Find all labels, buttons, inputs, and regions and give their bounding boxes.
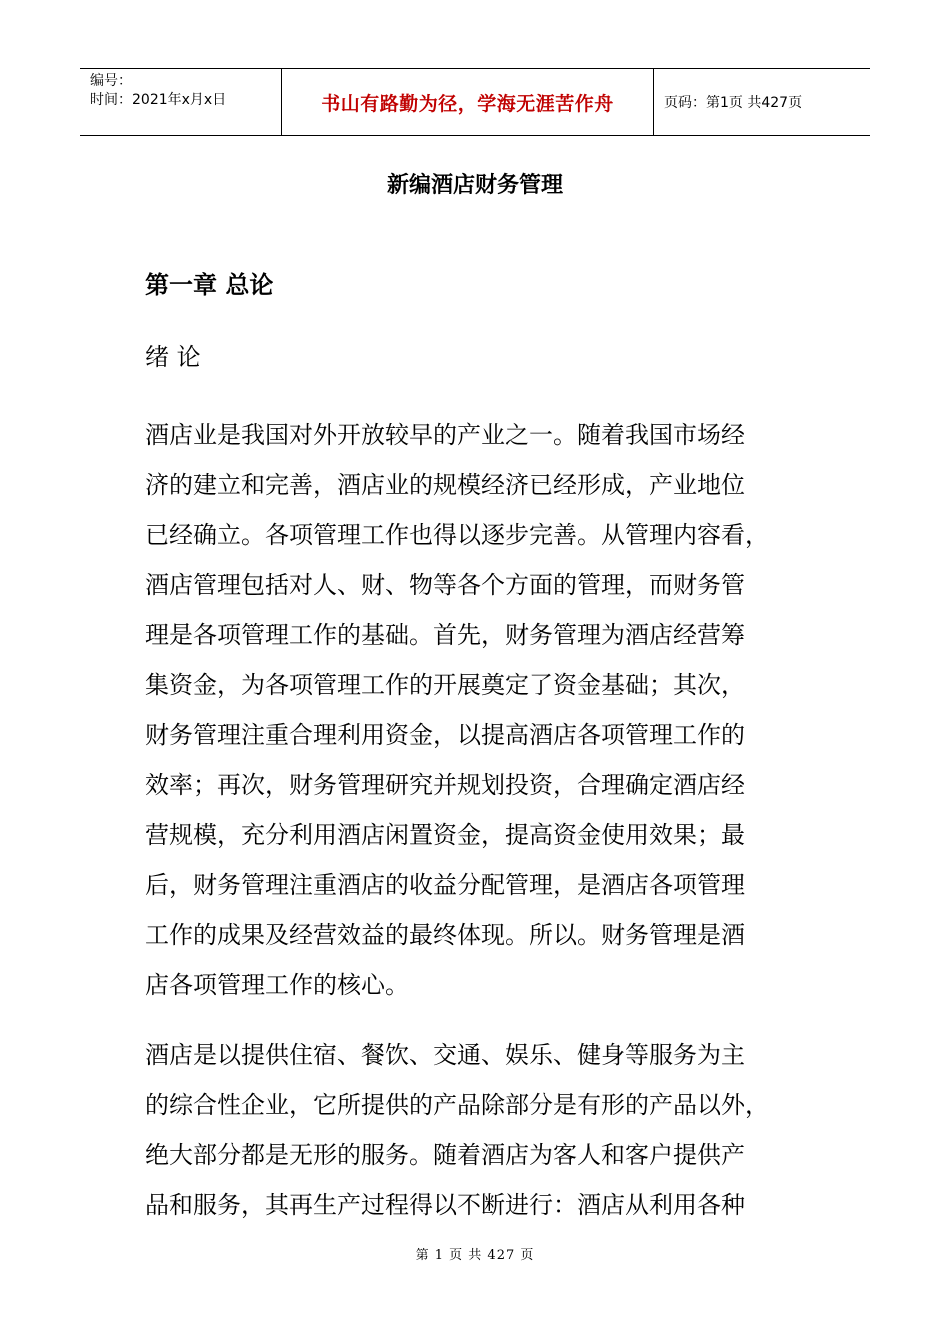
paragraph-line: 集资金，为各项管理工作的开展奠定了资金基础；其次，: [145, 671, 745, 699]
time-label: 时间：2021年x月x日: [90, 92, 227, 108]
header-motto-cell: [281, 69, 654, 135]
paragraph-line: 酒店业是我国对外开放较早的产业之一。随着我国市场经: [145, 421, 745, 449]
paragraph-line: 店各项管理工作的核心。: [145, 971, 409, 999]
header-meta: [80, 69, 281, 135]
document-title: 新编酒店财务管理: [386, 173, 563, 198]
paragraph-line: 理是各项管理工作的基础。首先，财务管理为酒店经营筹: [145, 621, 745, 649]
paragraph-line: 济的建立和完善，酒店业的规模经济已经形成，产业地位: [145, 471, 745, 499]
paragraph-line: 绝大部分都是无形的服务。随着酒店为客人和客户提供产: [145, 1141, 745, 1169]
paragraph-line: 酒店是以提供住宿、餐饮、交通、娱乐、健身等服务为主: [145, 1041, 745, 1069]
header-page-info: [654, 69, 870, 135]
chapter-heading: 第一章 总论: [145, 271, 274, 299]
paragraph-line: 效率；再次，财务管理研究并规划投资，合理确定酒店经: [145, 771, 745, 799]
page-footer: 第 1 页 共 427 页: [415, 1248, 535, 1263]
paragraph-line: 酒店管理包括对人、财、物等各个方面的管理，而财务管: [145, 571, 745, 599]
paragraph-line: 后，财务管理注重酒店的收益分配管理，是酒店各项管理: [145, 871, 745, 899]
paragraph-1: [145, 410, 805, 1010]
paragraph-line: 的综合性企业，它所提供的产品除部分是有形的产品以外，: [145, 1091, 769, 1119]
number-label: 编号：: [90, 73, 132, 89]
page-info-text: 页码：第1页 共427页: [664, 95, 803, 111]
paragraph-line: 财务管理注重合理利用资金，以提高酒店各项管理工作的: [145, 721, 745, 749]
page-header: [80, 68, 870, 136]
paragraph-line: 工作的成果及经营效益的最终体现。所以。财务管理是酒: [145, 921, 745, 949]
paragraph-line: 营规模，充分利用酒店闲置资金，提高资金使用效果；最: [145, 821, 745, 849]
motto-text: 书山有路勤为径，学海无涯苦作舟: [321, 92, 614, 115]
paragraph-line: 已经确立。各项管理工作也得以逐步完善。从管理内容看，: [145, 521, 769, 549]
paragraph-line: 品和服务，其再生产过程得以不断进行：酒店从利用各种: [145, 1191, 745, 1219]
section-heading: 绪 论: [145, 343, 201, 371]
paragraph-2: [145, 1030, 805, 1230]
